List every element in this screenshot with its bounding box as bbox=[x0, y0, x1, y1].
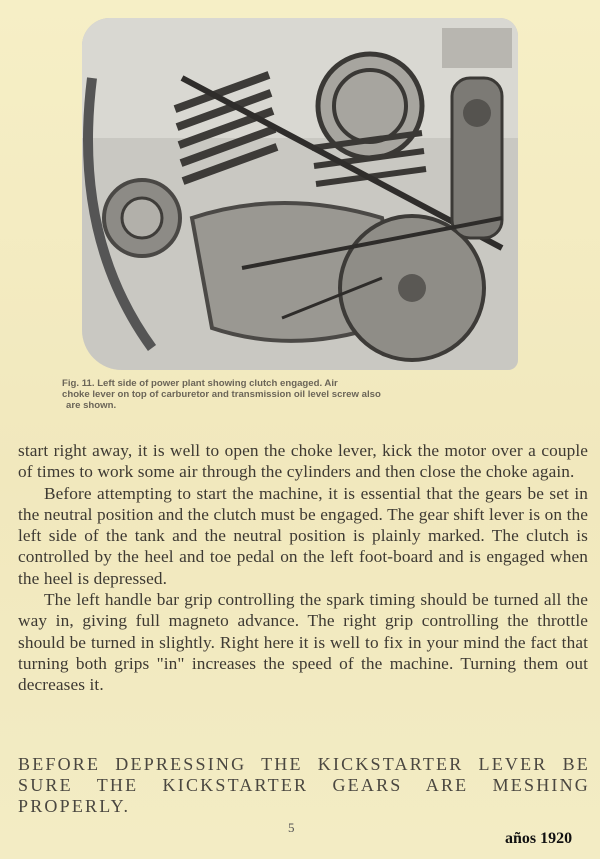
caption-line: choke lever on top of carburetor and transmission oil level screw also bbox=[62, 389, 381, 400]
kickstarter-warning: BEFORE DEPRESSING THE KICKSTARTER LEVER BE SURE THE KICKSTARTER GEARS ARE MESHING PROPERLY. bbox=[18, 754, 590, 816]
engine-illustration bbox=[82, 18, 518, 370]
body-text bbox=[18, 440, 588, 696]
paragraph: Before attempting to start the machine, it is essential that the gears be set in the neutral position and the clutch must be engaged. The gear shift lever is on the left side of the tank and the neutral position is plainly marked. The clutch is controlled by the heel and toe pedal on the left foot-board and is engaged when the heel is depressed. bbox=[18, 483, 588, 588]
paragraph: start right away, it is well to open the choke lever, kick the motor over a couple of times to work some air through the cylinders and then close the choke again. bbox=[18, 441, 588, 482]
caption-line: Fig. 11. Left side of power plant showing clutch engaged. Air bbox=[62, 378, 338, 389]
caption-line: are shown. bbox=[66, 400, 117, 411]
figure-caption bbox=[62, 378, 557, 411]
year-stamp: años 1920 bbox=[505, 830, 573, 847]
engine-photo bbox=[82, 18, 518, 370]
page-number: 5 bbox=[288, 820, 295, 835]
paragraph: The left handle bar grip controlling the spark timing should be turned all the way in, giving full magneto advance. The right grip controlling the throttle should be turned in slightly. Right here it is well to fix in your mind the fact that turning both grips "in" increases the speed of the machine. Turning them out decreases it. bbox=[18, 590, 588, 695]
